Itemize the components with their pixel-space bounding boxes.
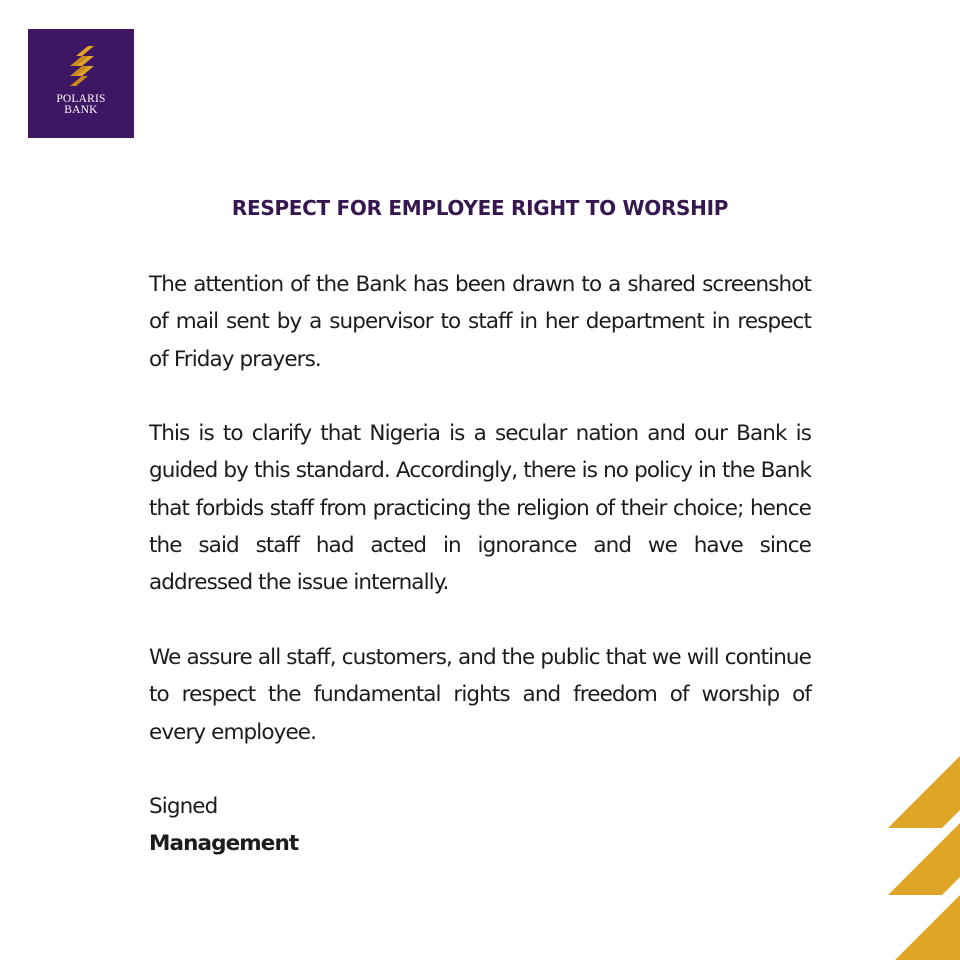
logo-line-1: POLARIS	[56, 93, 106, 105]
paragraph-1: The attention of the Bank has been drawn to a shared screenshot of mail sent by a supervisor to staff in her department in respect of Friday prayers.	[149, 272, 811, 372]
paragraph-3: We assure all staff, customers, and the public that we will continue to respect the fundamental rights and freedom of worship of every employee.	[149, 644, 811, 745]
signed-label: Signed	[149, 794, 218, 820]
paragraph-2: This is to clarify that Nigeria is a secular nation and our Bank is guided by this standard. Accordingly, there is no policy in the Bank that forbids staff from practicing the religion of their choice; hence the said staff had acted in ignorance and we have since addressed the issue internally.	[149, 421, 811, 596]
document-title: RESPECT FOR EMPLOYEE RIGHT TO WORSHIP	[231, 196, 729, 220]
signatory: Management	[149, 831, 299, 857]
logo-line-2: BANK	[64, 104, 98, 116]
